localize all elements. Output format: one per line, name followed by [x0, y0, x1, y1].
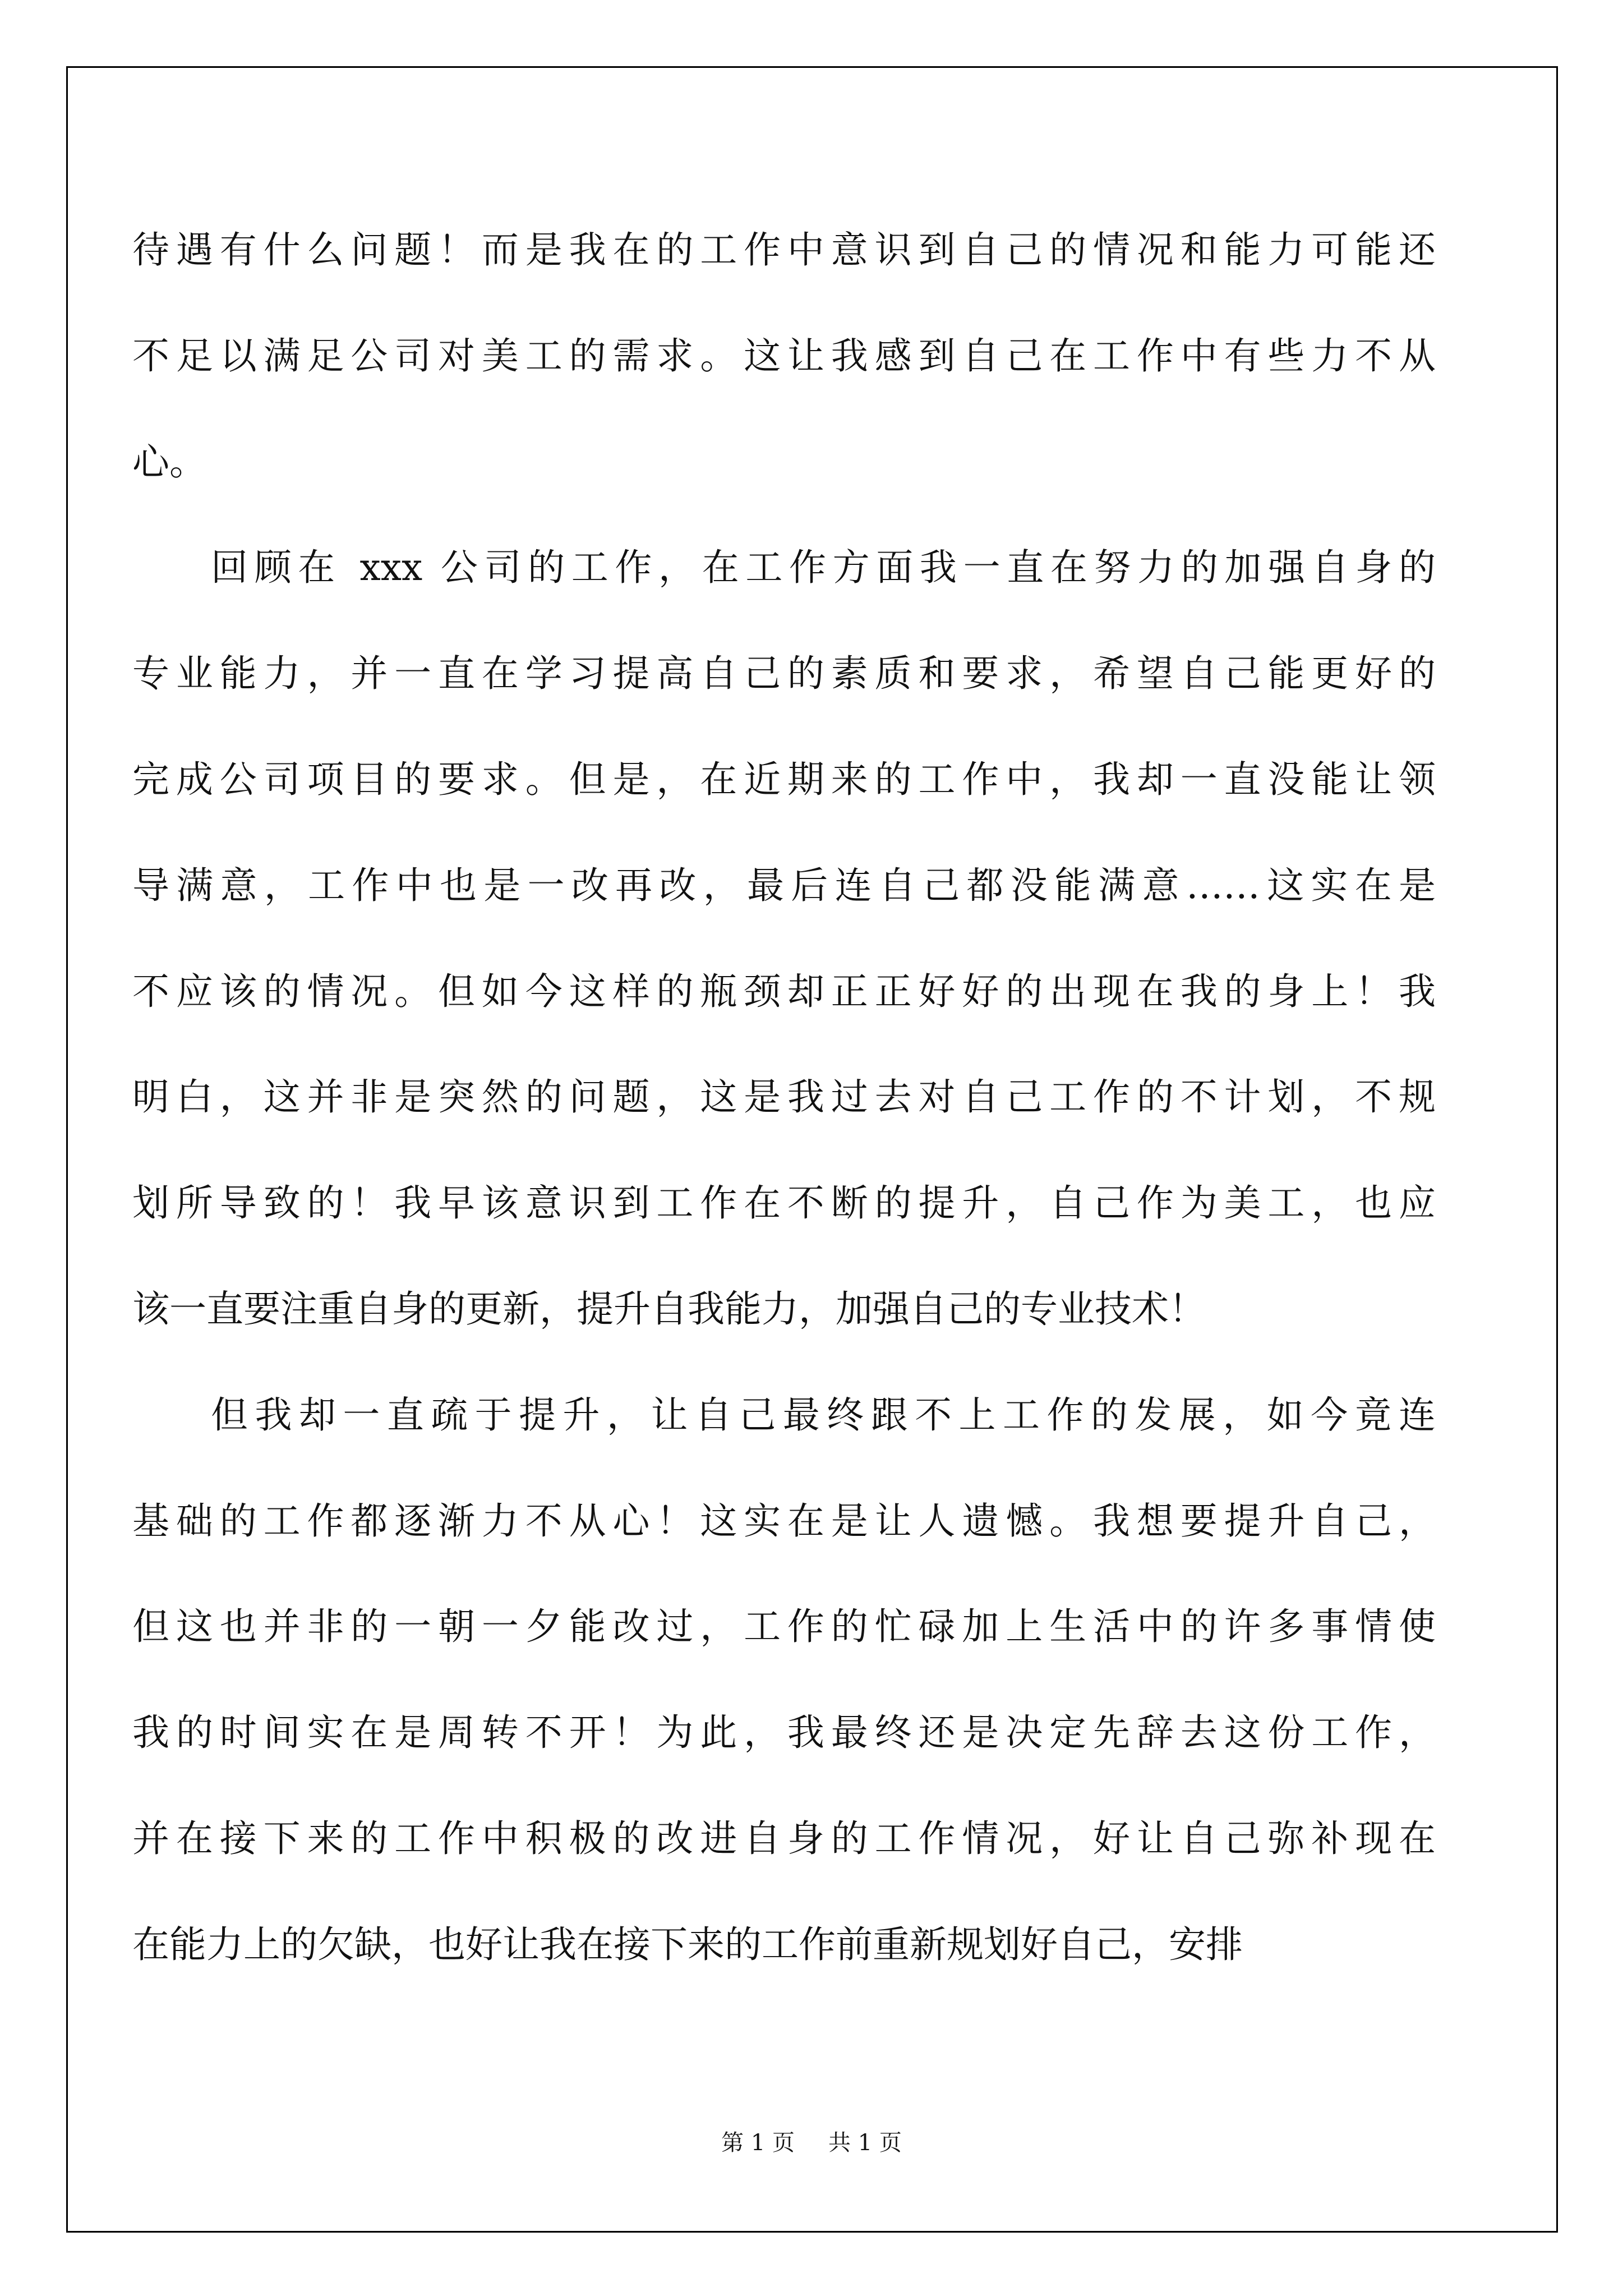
text-line: 该一直要注重自身的更新，提升自我能力，加强自己的专业技术！ — [132, 1287, 1206, 1331]
text-line: 回顾在 xxx 公司的工作，在工作方面我一直在努力的加强自身的 — [211, 546, 1436, 590]
text-line: 在能力上的欠缺，也好让我在接下来的工作前重新规划好自己，安排 — [132, 1922, 1243, 1966]
document-body — [132, 197, 1436, 1998]
text-line: 专业能力，并一直在学习提高自己的素质和要求，希望自己能更好的 — [132, 652, 1436, 696]
text-line: 划所导致的！我早该意识到工作在不断的提升，自己作为美工，也应 — [132, 1181, 1436, 1225]
paragraph — [132, 197, 1436, 515]
page-footer — [0, 2125, 1623, 2157]
text-line: 完成公司项目的要求。但是，在近期来的工作中，我却一直没能让领 — [132, 757, 1436, 801]
page-count: 共 1 页 — [828, 2130, 902, 2156]
paragraph — [132, 1363, 1436, 1998]
paragraph — [132, 515, 1436, 1362]
text-line: 但我却一直疏于提升，让自己最终跟不上工作的发展，如今竟连 — [211, 1393, 1436, 1437]
text-line: 并在接下来的工作中积极的改进自身的工作情况，好让自己弥补现在 — [132, 1816, 1436, 1860]
text-line: 基础的工作都逐渐力不从心！这实在是让人遗憾。我想要提升自己， — [132, 1499, 1436, 1543]
text-line: 待遇有什么问题！而是我在的工作中意识到自己的情况和能力可能还 — [132, 228, 1436, 272]
text-line: 我的时间实在是周转不开！为此，我最终还是决定先辞去这份工作， — [132, 1711, 1436, 1755]
text-line: 不足以满足公司对美工的需求。这让我感到自己在工作中有些力不从 — [132, 334, 1436, 378]
text-line: 明白，这并非是突然的问题，这是我过去对自己工作的不计划，不规 — [132, 1075, 1436, 1119]
page-number: 第 1 页 — [721, 2130, 795, 2156]
text-line: 导满意，工作中也是一改再改，最后连自己都没能满意……这实在是 — [132, 863, 1436, 907]
text-line: 不应该的情况。但如今这样的瓶颈却正正好好的出现在我的身上！我 — [132, 969, 1436, 1013]
text-line: 但这也并非的一朝一夕能改过，工作的忙碌加上生活中的许多事情使 — [132, 1605, 1436, 1649]
text-line: 心。 — [132, 440, 206, 484]
